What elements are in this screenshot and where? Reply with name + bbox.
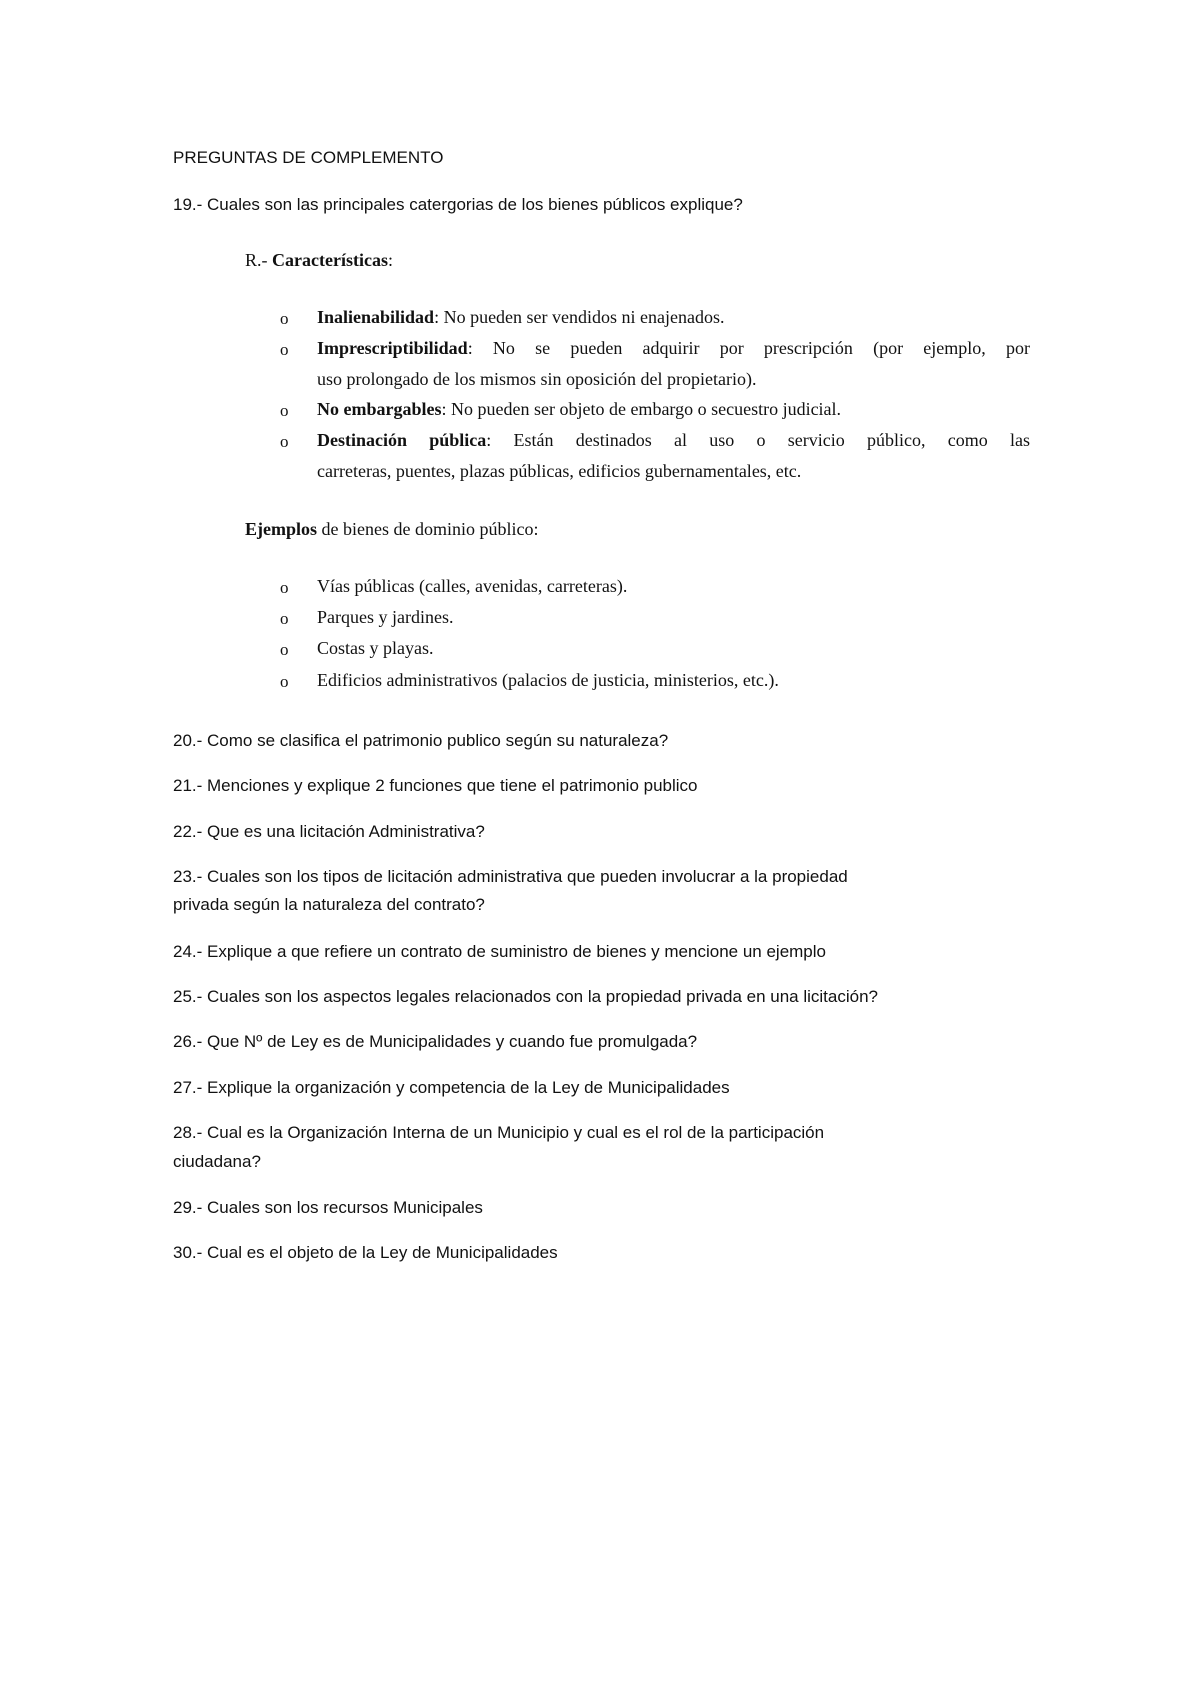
example-item: Parques y jardines.	[317, 607, 454, 627]
question-27: 27.- Explique la organización y competencia de la Ley de Municipalidades	[173, 1078, 730, 1097]
bullet-marker: o	[280, 401, 289, 420]
question-30: 30.- Cual es el objeto de la Ley de Municipalidades	[173, 1243, 558, 1262]
question-29: 29.- Cuales son los recursos Municipales	[173, 1198, 483, 1217]
question-28: 28.- Cual es la Organización Interna de un Municipio y cual es el rol de la participación	[173, 1123, 825, 1142]
question-20: 20.- Como se clasifica el patrimonio publico según su naturaleza?	[173, 731, 669, 750]
examples-heading	[245, 519, 538, 540]
example-item: Vías públicas (calles, avenidas, carreteras).	[317, 576, 628, 596]
characteristic-item	[317, 399, 841, 420]
characteristic-item	[317, 430, 1030, 451]
document-title: PREGUNTAS DE COMPLEMENTO	[173, 148, 444, 167]
characteristic-text-continued: uso prolongado de los mismos sin oposición del propietario).	[317, 369, 757, 389]
heading-colon: :	[387, 250, 393, 270]
bullet-marker: o	[280, 309, 289, 328]
characteristics-heading: Características	[272, 250, 388, 270]
bullet-marker: o	[280, 609, 289, 628]
examples-term: Ejemplos	[245, 519, 317, 539]
characteristic-item	[317, 307, 725, 328]
question-25: 25.- Cuales son los aspectos legales relacionados con la propiedad privada en una licitación?	[173, 987, 879, 1006]
example-item: Edificios administrativos (palacios de justicia, ministerios, etc.).	[317, 670, 779, 690]
bullet-marker: o	[280, 578, 289, 597]
bullet-marker: o	[280, 432, 289, 451]
characteristic-text: : No se pueden adquirir por prescripción (por ejemplo, por	[467, 338, 1030, 358]
characteristic-term: Destinación pública	[317, 430, 487, 450]
question-19: 19.- Cuales son las principales catergorias de los bienes públicos explique?	[173, 195, 743, 214]
characteristic-item	[317, 338, 1030, 359]
bullet-marker: o	[280, 672, 289, 691]
characteristic-term: No embargables	[317, 399, 442, 419]
bullet-marker: o	[280, 640, 289, 659]
question-23-continued: privada según la naturaleza del contrato?	[173, 895, 485, 914]
question-24: 24.- Explique a que refiere un contrato de suministro de bienes y mencione un ejemplo	[173, 942, 826, 961]
question-21: 21.- Menciones y explique 2 funciones que tiene el patrimonio publico	[173, 776, 698, 795]
answer-prefix: R.-	[245, 250, 272, 270]
question-26: 26.- Que Nº de Ley es de Municipalidades y cuando fue promulgada?	[173, 1032, 698, 1051]
question-23: 23.- Cuales son los tipos de licitación administrativa que pueden involucrar a la propiedad	[173, 867, 848, 886]
characteristic-text-continued: carreteras, puentes, plazas públicas, edificios gubernamentales, etc.	[317, 461, 802, 481]
bullet-marker: o	[280, 340, 289, 359]
characteristic-text: : No pueden ser vendidos ni enajenados.	[434, 307, 725, 327]
example-item: Costas y playas.	[317, 638, 434, 658]
characteristic-term: Imprescriptibilidad	[317, 338, 468, 358]
examples-rest: de bienes de dominio público:	[317, 519, 539, 539]
question-22: 22.- Que es una licitación Administrativa?	[173, 822, 485, 841]
answer-heading	[245, 250, 393, 271]
characteristic-text: : Están destinados al uso o servicio público, como las	[486, 430, 1030, 450]
characteristic-text: : No pueden ser objeto de embargo o secuestro judicial.	[441, 399, 842, 419]
question-28-continued: ciudadana?	[173, 1152, 261, 1171]
characteristic-term: Inalienabilidad	[317, 307, 435, 327]
